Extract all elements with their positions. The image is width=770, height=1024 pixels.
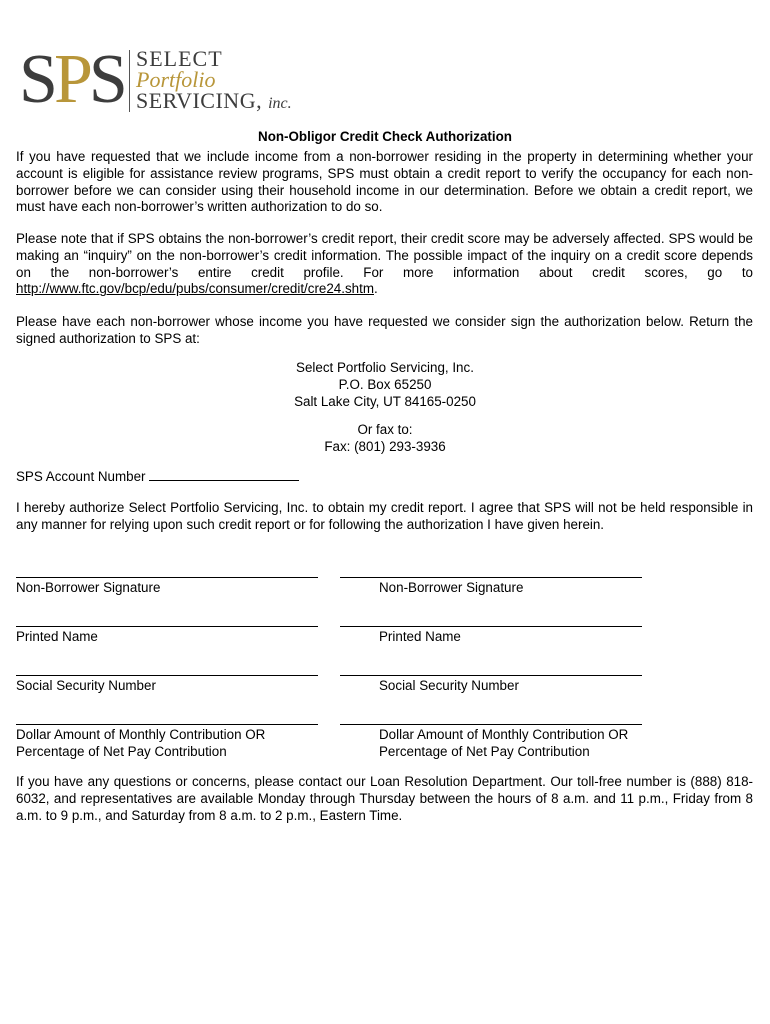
logo-line-portfolio: Portfolio	[136, 67, 216, 92]
logo-wordmark	[136, 48, 292, 115]
return-instructions-paragraph: Please have each non-borrower whose income you have requested we consider sign the authorization below. Return the signed authorization to SPS at:	[16, 314, 753, 346]
document-title: Non-Obligor Credit Check Authorization	[258, 129, 512, 144]
ssn-label-2: Social Security Number	[379, 678, 519, 693]
signature-label-1: Non-Borrower Signature	[16, 580, 161, 595]
logo-mark-s1: S	[19, 41, 54, 118]
fax-number: Fax: (801) 293-3936	[324, 438, 446, 454]
contribution-label-2-line1: Dollar Amount of Monthly Contribution OR	[379, 727, 629, 742]
credit-impact-end: .	[374, 281, 378, 297]
ftc-credit-link[interactable]: http://www.ftc.gov/bcp/edu/pubs/consumer/credit/cre24.shtm	[16, 281, 374, 297]
contribution-line-2[interactable]	[340, 724, 642, 725]
signature-label-2: Non-Borrower Signature	[379, 580, 524, 595]
logo-divider	[129, 50, 130, 112]
printed-name-label-1: Printed Name	[16, 629, 98, 644]
printed-name-line-1[interactable]	[16, 626, 318, 627]
fax-block	[0, 422, 770, 456]
contribution-label-2-line2: Percentage of Net Pay Contribution	[379, 743, 590, 759]
contribution-label-1	[16, 727, 265, 761]
ssn-label-1: Social Security Number	[16, 678, 156, 693]
address-line-1: Select Portfolio Servicing, Inc.	[296, 360, 474, 375]
sps-logo	[19, 41, 292, 118]
logo-line-servicing	[136, 90, 292, 115]
logo-mark	[19, 41, 124, 118]
contact-paragraph: If you have any questions or concerns, please contact our Loan Resolution Department. Our toll-free number is (888) 818-6032, and representatives are available Monday through Thursday between the hours of 8 a.m. and 11 p.m., Friday from 8 a.m. to 9 p.m., and Saturday from 8 a.m. to 2 p.m., Eastern Time.	[16, 774, 753, 823]
address-line-3: Salt Lake City, UT 84165-0250	[294, 393, 476, 409]
authorization-paragraph: I hereby authorize Select Portfolio Servicing, Inc. to obtain my credit report. I agree that SPS will not be held responsible in any manner for relying upon such credit report or for following the authorization I have given herein.	[16, 500, 753, 532]
contribution-label-2	[379, 727, 628, 761]
logo-inc-text: inc.	[268, 95, 292, 112]
logo-servicing-text: SERVICING,	[136, 88, 263, 113]
account-number-row	[16, 468, 753, 486]
contribution-line-1[interactable]	[16, 724, 318, 725]
credit-impact-paragraph	[16, 231, 753, 298]
fax-intro: Or fax to:	[357, 422, 413, 437]
account-number-field[interactable]	[149, 468, 299, 481]
intro-paragraph: If you have requested that we include income from a non-borrower residing in the property in determining whether your account is eligible for assistance review programs, SPS must obtain a credit report to verify the occupancy for each non-borrower before we can consider using their household income in our determination. Before we obtain a credit report, we must have each non-borrower’s written authorization to do so.	[16, 149, 753, 215]
account-number-label: SPS Account Number	[16, 469, 146, 484]
printed-name-line-2[interactable]	[340, 626, 642, 627]
contribution-label-1-line1: Dollar Amount of Monthly Contribution OR	[16, 727, 266, 742]
credit-impact-text: Please note that if SPS obtains the non-borrower’s credit report, their credit score may be adversely affected. SPS would be making an “inquiry” on the non-borrower’s credit information. The possible impact of the inquiry on a credit score depends on the non-borrower’s entire credit profile. For more information about credit scores, go to	[16, 231, 753, 280]
mailing-address	[0, 360, 770, 410]
printed-name-label-2: Printed Name	[379, 629, 461, 644]
logo-mark-s2: S	[88, 41, 124, 118]
contribution-label-1-line2: Percentage of Net Pay Contribution	[16, 743, 227, 759]
signature-line-1[interactable]	[16, 577, 318, 578]
logo-mark-p: P	[53, 41, 89, 118]
logo-line-select: SELECT	[136, 46, 223, 71]
ssn-line-1[interactable]	[16, 675, 318, 676]
signature-line-2[interactable]	[340, 577, 642, 578]
ssn-line-2[interactable]	[340, 675, 642, 676]
address-line-2: P.O. Box 65250	[338, 376, 432, 392]
